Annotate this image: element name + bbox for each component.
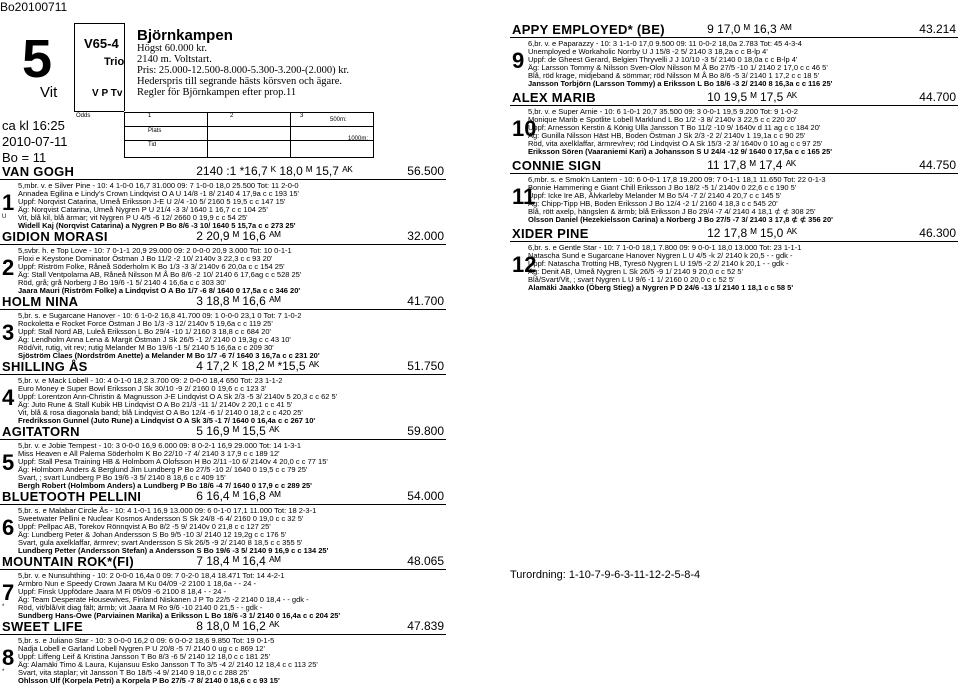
form-line: 5,mbr. v. e Silver Pine - 10: 4 1-0-0 16,7 31.000 09: 7 1-0-0 18,0 25.500 Tot: 11 2-0-0 (18, 181, 299, 190)
horse-name: APPY EMPLOYED* (BE) (512, 22, 665, 37)
divider (0, 309, 446, 310)
horse-earnings: 43.214 (919, 22, 956, 36)
form-line: Sundberg Hans-Owe (Parviainen Marika) a Eriksson L Bo 18/6 -3 1/ 2140 0 16,4a c c 204 25' (18, 611, 341, 620)
form-line: Vit, blå kil, blå ärmar; vit Nygren P U 4/5 -6 12/ 2660 0 19,9 c c 54 25' (18, 213, 248, 222)
divider (0, 634, 446, 635)
form-line: Widell Kaj (Norqvist Catarina) a Nygren P Bo 8/6 -3 10/ 1640 5 15,7a c c 273 25' (18, 221, 296, 230)
divider (0, 374, 446, 375)
horse-earnings: 54.000 (407, 489, 444, 503)
form-line: Uppf: Pellpac AB, Torekov Rönnqvist A Bo 8/2 -5 9/ 2140v 0 21,8 c c 127 25' (18, 522, 271, 531)
race-code: V65-4 (84, 36, 119, 51)
form-line: Annadea Egilina e Lindy's Crown Lindqvist O A U 14/8 -1 8/ 2140 4 17,9a c c 193 15' (18, 189, 299, 198)
start-order: Turordning: 1-10-7-9-6-3-11-12-2-5-8-4 (510, 569, 701, 581)
horse-entry (0, 229, 446, 295)
horse-earnings: 46.300 (919, 226, 956, 240)
form-line: Eriksson Sören (Vaaraniemi Kari) a Johansson S U 24/4 -12 9/ 1640 0 17,5a c c 165 25' (528, 147, 833, 156)
form-line: Uppf: de Gheest Gerard, Belgien Thryvelli J J 10/10 -3 5/ 2140 0 18,0a c c B-lp 4' (528, 55, 798, 64)
form-line: Floxi e Keystone Dominator Östman J Bo 11/2 -2 10/ 2140v 3 22,3 c c 93 20' (18, 254, 273, 263)
form-line: Äg: Gunilla Nilsson Häst HB, Boden Östman J Sk 2/3 -2 2/ 2140v 1 19,1a c c 90 25' (528, 131, 806, 140)
horse-stats: 9 17,0 ᴹ 16,3 ᴬᴹ (707, 22, 792, 36)
horse-stats: 2140 :1 *16,7 ᴷ 18,0 ᴹ 15,7 ᴬᴷ (196, 164, 353, 178)
divider (0, 439, 446, 440)
horse-entry (0, 424, 446, 490)
race-info: Högst 60.000 kr. 2140 m. Voltstart. Pris: 25.000-12.500-8.000-5.300-3.200-(2.000) kr. Hederspris till segrande hästs körsven och ägare. Regler för Björnkampen efter prop.11 (137, 43, 350, 98)
form-line: Blå/Svart/Vit, ; svart Nygren L U 9/6 -1 1/ 2160 0 20,0 c c 52 5' (528, 275, 735, 284)
form-line: 5,br. v. e Mack Lobell - 10: 4 0-1-0 18,2 3.700 09: 2 0-0-0 18,4 650 Tot: 23 1-1-2 (18, 376, 283, 385)
race-vit: Vit (40, 84, 58, 101)
horse-earnings: 48.065 (407, 554, 444, 568)
horse-stats: 6 16,4 ᴹ 16,8 ᴬᴹ (196, 489, 281, 503)
start-number: 3 (2, 320, 15, 345)
form-line: Sjöström Claes (Nordström Anette) a Melander M Bo 1/7 -6 7/ 1640 3 16,7a c c 231 20' (18, 351, 320, 360)
form-line: Röd, grå; grå Norberg J Bo 19/6 -1 5/ 2140 4 16,6a c c 303 30' (18, 278, 226, 287)
horse-earnings: 51.750 (407, 359, 444, 373)
divider (510, 37, 958, 38)
track-code: Bo = 11 (2, 150, 47, 165)
form-line: Äg: Chipp-Tipp HB, Boden Eriksson J Bo 12/4 -2 1/ 2160 4 18,3 c c 545 20' (528, 199, 778, 208)
horse-entry (0, 359, 446, 425)
divider (0, 179, 446, 180)
form-line: 6,mbr. s. e Smok'n Lantern - 10: 6 0-0-1 17,8 19.200 09: 7 0-1-1 18,1 11.650 Tot: 22 0-1-3 (528, 175, 826, 184)
horse-name: SHILLING ÅS (2, 359, 88, 374)
form-line: Jaara Mauri (Riström Folke) a Lindqvist O A Bo 1/7 -6 8/ 1640 0 17,5a c c 346 20' (18, 286, 301, 295)
form-line: Fredriksson Gunnel (Juto Rune) a Lindqvist O A Sk 3/5 -1 7/ 1640 0 16,4a c c 267 10' (18, 416, 316, 425)
horse-earnings: 47.839 (407, 619, 444, 633)
form-line: Vit, blå & rosa diagonala band; blå Lindqvist O A Bo 12/4 -6 1/ 2140 0 18,2 c c 420 25' (18, 408, 303, 417)
form-line: Röd, vit/blå/vit diag fält; ärmb; vit Jaara M Ro 9/6 -10 2140 0 21,5 - - gdk - (18, 603, 263, 612)
form-line: Äg: Stall Ventpolarna AB, Råneå Nilsson M Å Bo 8/6 -2 10/ 2140 6 17,6ag c c 528 25' (18, 270, 302, 279)
plats-label: Plats (148, 128, 162, 134)
form-line: Sweetwater Pellini e Nuclear Kosmos Andersson S Sk 24/8 -6 4/ 2160 0 19,0 c c 32 5' (18, 514, 304, 523)
start-number: 8 (2, 645, 15, 670)
form-line: Uppf: Natascha Trotting HB, Tyresö Nygren L U 19/5 -2 2/ 2140 k 20,1 - - gdk - (528, 259, 789, 268)
form-line: Äg: Team Desperate Housewives, Finland Niskanen J P To 22/5 -2 2140 0 18,4 - - gdk - (18, 595, 309, 604)
horse-stats: 4 17,2 ᴷ 18,2 ᴹ *15,5 ᴬᴷ (196, 359, 320, 373)
divider (74, 23, 75, 111)
form-line: Uppf: Stall Nord AB, Luleå Eriksson L Bo 29/4 -10 1/ 2160 3 18,8 c c 684 20' (18, 327, 271, 336)
divider (74, 23, 124, 24)
form-line: Natascha Sund e Sugarcane Hanover Nygren L U 4/5 -k 2/ 2140 k 20,5 - - gdk - (528, 251, 793, 260)
horse-name: SWEET LIFE (2, 619, 83, 634)
horse-stats: 12 17,8 ᴹ 15,0 ᴬᴷ (707, 226, 798, 240)
horse-earnings: 41.700 (407, 294, 444, 308)
horse-stats: 5 16,9 ᴹ 15,5 ᴬᴷ (196, 424, 280, 438)
horse-earnings: 32.000 (407, 229, 444, 243)
form-line: Blå, röd krage, midjeband & sömmar; röd Nilsson M Å Bo 8/6 -5 3/ 2140 1 17,2 c c 18 5' (528, 71, 820, 80)
start-number: 10 (512, 116, 537, 141)
form-line: Svart, vita staplar; vit Jansson T Bo 18/5 -4 9/ 2140 9 18,0 c c 288 25' (18, 668, 249, 677)
form-line: Monique Marib e Spotlite Lobell Marklund L Bo 1/2 -3 8/ 2140v 3 22,5 c c 220 20' (528, 115, 797, 124)
odds-label: Odds (76, 113, 91, 119)
start-number: 7 (2, 580, 15, 605)
start-number: 6 (2, 515, 15, 540)
horse-name: MOUNTAIN ROK*(FI) (2, 554, 134, 569)
form-line: Olsson Daniel (Hezekielsson Carina) a Norberg J Bo 27/5 -7 3/ 2140 3 17,8 ⊄ ⊄ 356 20' (528, 215, 833, 224)
form-line: 5,br. v. e Super Arnie - 10: 6 1-0-1 20,7 35.500 09: 3 0-0-1 19,5 9.200 Tot: 9 1-0-2 (528, 107, 798, 116)
horse-entry (0, 294, 446, 360)
form-line: 5,br. s. e Juliano Star - 10: 3 0-0-0 16,2 0 09: 6 0-0-2 18,6 9.850 Tot: 19 0-1-5 (18, 636, 275, 645)
divider (0, 569, 446, 570)
divider (510, 241, 958, 242)
form-line: Röd, vita axelklaffar, ärmrev/rev; röd Lindqvist O A Sk 15/3 -2 3/ 1640v 0 10 ag c c 97 25' (528, 139, 823, 148)
horse-stats: 11 17,8 ᴹ 17,4 ᴬᴷ (707, 158, 797, 172)
divider (510, 173, 958, 174)
horse-entry (510, 90, 958, 156)
form-line: Bergh Robert (Holmbom Anders) a Lundberg P Bo 18/6 -4 7/ 1640 0 17,9 c c 289 25' (18, 481, 312, 490)
form-line: Äg: Lundberg Peter & Johan Andersson S Bo 9/5 -10 3/ 2140 12 19,2g c c 176 5' (18, 530, 287, 539)
form-line: Bonnie Hammering e Giant Chill Eriksson J Bo 18/2 -5 1/ 2140v 0 22,6 c c 190 5' (528, 183, 797, 192)
form-line: Uppf: Stall Pesa Training HB & Holmbom A Olofsson H Bo 2/11 -10 6/ 2140v 4 20,0 c c 77 15' (18, 457, 328, 466)
horse-entry (0, 489, 446, 555)
race-title: Björnkampen (137, 27, 233, 44)
horse-name: BLUETOOTH PELLINI (2, 489, 142, 504)
form-line: Uppf: Lorentzon Ann-Christin & Magnusson J-E Lindqvist O A Sk 2/3 -5 3/ 2140v 5 20,3 c c 62 5' (18, 392, 338, 401)
horse-mark: * (2, 604, 5, 610)
horse-mark: * (2, 669, 5, 675)
start-number: 1 (2, 190, 15, 215)
start-number: 12 (512, 252, 537, 277)
race-trio: Trio (104, 56, 125, 68)
form-line: Uppf: Riström Folke, Råneå Söderholm K Bo 1/3 -3 3/ 2140v 6 20,0a c c 154 25' (18, 262, 285, 271)
horse-name: VAN GOGH (2, 164, 75, 179)
horse-entry (0, 619, 446, 685)
form-line: 5,svbr. h. e Top Love - 10: 7 0-1-1 20,9 29.000 09: 2 0-0-0 20,9 3.000 Tot: 10 0-1-1 (18, 246, 292, 255)
divider (0, 504, 446, 505)
form-line: Blå, rött axelp, hängslen & ärmb; blå Eriksson J Bo 29/4 -7 4/ 2140 4 18,1 ⊄ ⊄ 308 25' (528, 207, 816, 216)
horse-earnings: 44.750 (919, 158, 956, 172)
race-date: 2010-07-11 (2, 134, 68, 149)
start-number: 9 (512, 48, 525, 73)
form-line: Äg: Holmbom Anders & Berglund Jim Lundberg P Bo 27/5 -10 2/ 1640 0 19,5 c c 79 25' (18, 465, 308, 474)
form-line: 6,br. s. e Gentle Star - 10: 7 1-0-0 18,1 7.800 09: 9 0-0-1 18,0 13.000 Tot: 23 1-1-1 (528, 243, 802, 252)
form-line: Uppf: Icke Ire AB, Älvkarleby Melander M Bo 5/4 -7 2/ 2140 4 20,7 c c 145 5' (528, 191, 782, 200)
form-line: Armbro Nun e Speedy Crown Jaara M Ku 04/09 -2 2100 1 18,6a - - 24 - (18, 579, 257, 588)
form-line: Äg: Juto Rune & Stall Kubik HB Lindqvist O A Bo 21/3 -11 1/ 2140v 2 20,1 c c 41 5' (18, 400, 293, 409)
start-number: 11 (512, 184, 536, 209)
form-line: Uppf: Finsk Uppfödare Jaara M Fi 05/09 -6 2100 8 18,4 - - 24 - (18, 587, 227, 596)
horse-entry (510, 158, 958, 224)
race-number: 5 (22, 29, 53, 89)
tid-label: Tid (148, 142, 157, 148)
start-number: 2 (2, 255, 15, 280)
form-line: Äg: Lendholm Anna Lena & Margit Östman J Sk 26/5 -1 2/ 2140 0 19,3g c c 43 10' (18, 335, 291, 344)
form-line: Miss Heaven e All Palema Söderholm K Bo 22/10 -7 4/ 2140 3 17,9 c c 189 12' (18, 449, 280, 458)
form-line: Euro Money e Super Bowl Eriksson J Sk 30/10 -9 2/ 2160 0 19,6 c c 123 3' (18, 384, 267, 393)
divider (74, 111, 124, 112)
form-line: Röd/vit, rutig, vit rev; rutig Melander M Bo 19/6 -1 5/ 2140 5 16,6a c c 209 30' (18, 343, 274, 352)
horse-stats: 10 19,5 ᴹ 17,5 ᴬᴷ (707, 90, 798, 104)
horse-entry (510, 22, 958, 88)
form-line: Jansson Torbjörn (Larsson Tommy) a Eriksson L Bo 18/6 -3 2/ 2140 8 16,3a c c 116 25' (528, 79, 833, 88)
horse-name: CONNIE SIGN (512, 158, 602, 173)
horse-stats: 2 20,9 ᴹ 16,6 ᴬᴹ (196, 229, 281, 243)
start-time: ca kl 16:25 (2, 118, 65, 133)
start-number: 5 (2, 450, 15, 475)
form-line: Äg: Norqvist Catarina, Umeå Nygren P U 21/4 -3 3/ 1640 1 16,7 c c 104 25' (18, 205, 268, 214)
horse-name: AGITATORN (2, 424, 80, 439)
race-vptv: V P Tv (92, 88, 123, 99)
horse-stats: 3 18,8 ᴹ 16,6 ᴬᴹ (196, 294, 281, 308)
form-line: Uppf: Liffeng Leif & Kristina Jansson T Bo 8/3 -6 5/ 2140 12 18,0 c c 181 25' (18, 652, 271, 661)
horse-earnings: 59.800 (407, 424, 444, 438)
form-line: Svart, gula axelklaffar, ärmrev; svart Andersson S Sk 26/5 -9 2/ 2140 8 18,5 c c 355 5' (18, 538, 303, 547)
horse-stats: 7 18,4 ᴹ 16,4 ᴬᴹ (196, 554, 281, 568)
divider (510, 105, 958, 106)
form-line: Uppf: Norqvist Catarina, Umeå Eriksson J-E U 2/4 -10 5/ 2160 5 19,5 c c 147 15' (18, 197, 286, 206)
form-line: Uppf: Arnesson Kerstin & König Ulla Jansson T Bo 11/2 -10 9/ 1640v d 11 ag c c 184 20' (528, 123, 821, 132)
form-line: Rockoletta e Rocket Force Östman J Bo 1/3 -3 12/ 2140v 5 19,6a c c 119 25' (18, 319, 273, 328)
horse-name: XIDER PINE (512, 226, 589, 241)
form-line: 5,br. s. e Sugarcane Hanover - 10: 6 1-0-2 16,8 41.700 09: 1 0-0-0 23,1 0 Tot: 7 1-0-2 (18, 311, 302, 320)
form-line: 5,br. v. e Jobie Tempest - 10: 3 0-0-0 16,9 6.000 09: 8 0-2-1 16,9 29.000 Tot: 14 1-3-1 (18, 441, 302, 450)
form-line: Äg: Larsson Tommy & Nilsson Sven-Olov Nilsson M Å Bo 27/5 -10 1/ 2140 2 17,0 c c 46 5' (528, 63, 828, 72)
horse-stats: 8 18,0 ᴹ 16,2 ᴬᴷ (196, 619, 280, 633)
form-line: 5,br. v. e Nunsuhthing - 10: 2 0-0-0 16,4a 0 09: 7 0-2-0 18,4 18.471 Tot: 14 4-2-1 (18, 571, 285, 580)
horse-earnings: 44.700 (919, 90, 956, 104)
form-line: Äg: Denit AB, Umeå Nygren L Sk 26/5 -9 1/ 2140 9 20,0 c c 52 5' (528, 267, 744, 276)
form-line: Unemployed e Workaholic Norrby U J 15/8 -2 5/ 2140 3 18,2a c c B-lp 4' (528, 47, 768, 56)
form-line: Ohlsson Ulf (Korpela Petri) a Korpela P Bo 27/5 -7 8/ 2140 0 18,6 c c 93 15' (18, 676, 280, 685)
horse-name: HOLM NINA (2, 294, 79, 309)
form-line: Lundberg Petter (Andersson Stefan) a Andersson S Bo 19/6 -3 5/ 2140 9 16,9 c c 134 25' (18, 546, 329, 555)
form-line: 5,br. s. e Malabar Circle Ås - 10: 4 1-0-1 16,9 13.000 09: 6 0-1-0 17,1 11.000 Tot: 18 2-3-1 (18, 506, 317, 515)
page-id: Bo20100711 (0, 0, 68, 14)
horse-earnings: 56.500 (407, 164, 444, 178)
divider (0, 244, 446, 245)
horse-entry (510, 226, 958, 292)
form-line: Svart, ; svart Lundberg P Bo 19/6 -3 5/ 2140 8 18,6 c c 409 15' (18, 473, 226, 482)
horse-mark: U (2, 214, 7, 220)
form-line: Äg: Alamäki Timo & Laura, Kujansuu Esko Jansson T To 3/5 -4 2/ 2140 12 18,4 c c 113 25' (18, 660, 318, 669)
form-line: 6,br. v. e Paparazzy - 10: 3 1-1-0 17,0 9.500 09: 11 0-0-2 18,0a 2.783 Tot: 45 4-3-4 (528, 39, 802, 48)
horse-name: ALEX MARIB (512, 90, 596, 105)
start-number: 4 (2, 385, 15, 410)
horse-entry (0, 554, 446, 620)
horse-name: GIDION MORASI (2, 229, 108, 244)
form-line: Nadja Lobell e Garland Lobell Nygren P U 20/8 -5 7/ 2140 0 ug c c 869 12' (18, 644, 265, 653)
horse-entry (0, 164, 446, 230)
form-line: Alamäki Jaakko (Öberg Stieg) a Nygren P D 24/6 -13 1/ 2140 1 18,1 c c 58 5' (528, 283, 794, 292)
